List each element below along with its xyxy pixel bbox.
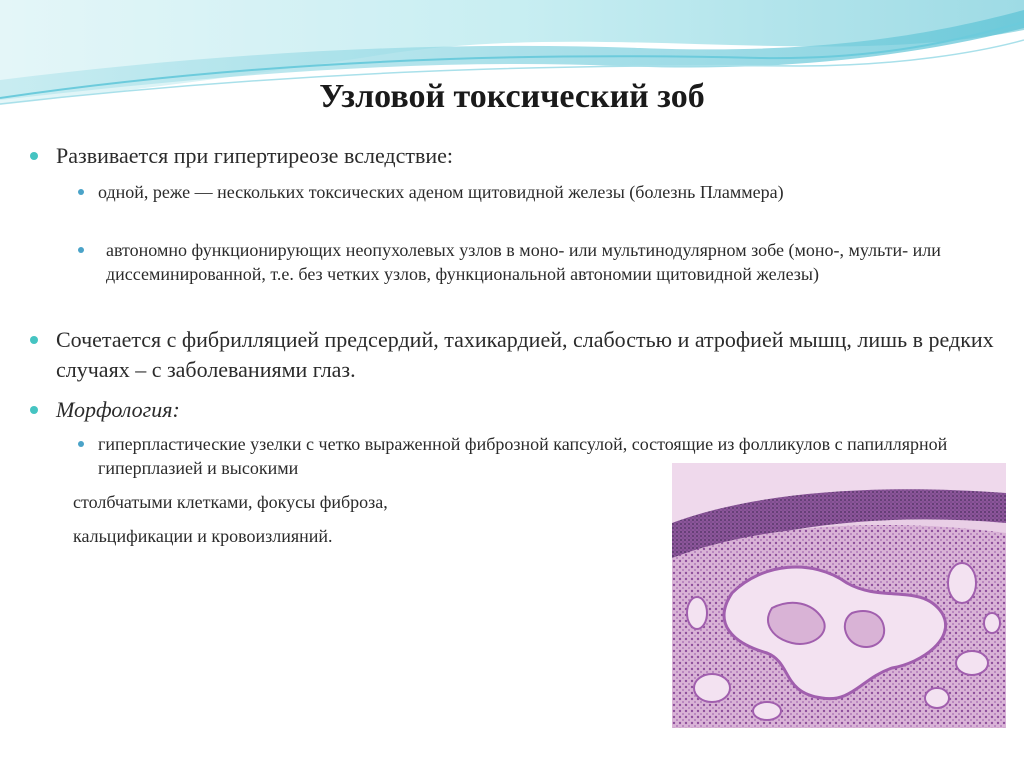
bullet-dot-icon — [30, 406, 38, 414]
bullet-dot-icon — [78, 441, 84, 447]
bullet-dot-icon — [30, 152, 38, 160]
bullet-text: одной, реже — нескольких токсических аденом щитовидной железы (болезнь Пламмера) — [98, 182, 784, 202]
bullet-text: гиперпластические узелки с четко выраженной фиброзной капсулой, состоящие из фолликулов с папиллярной гиперплазией и высокими — [98, 434, 948, 478]
slide-title: Узловой токсический зоб — [319, 78, 705, 115]
bullet-level1-associated-conditions — [30, 325, 1000, 385]
bullet-text: Развивается при гипертиреозе вследствие: — [56, 143, 454, 168]
continuation-line-2: кальцификации и кровоизлияний. — [73, 526, 333, 546]
bullet-level2-adenoma — [78, 180, 928, 204]
bullet-dot-icon — [78, 247, 84, 253]
bullet-text: автономно функционирующих неопухолевых узлов в моно- или мультинодулярном зобе (моно-, мульти- или диссеминированной, т.е. без четких узлов, функциональной автономии щитовидной железы) — [106, 240, 941, 284]
bullet-text: Морфология: — [56, 397, 180, 422]
bullet-level1-development — [30, 141, 990, 171]
bullet-level1-morphology — [30, 395, 530, 425]
histology-micrograph-image — [672, 463, 1006, 728]
bullet-dot-icon — [78, 189, 84, 195]
histology-drawing — [672, 463, 1006, 728]
bullet-dot-icon — [30, 336, 38, 344]
bullet-text: Сочетается с фибрилляцией предсердий, тахикардией, слабостью и атрофией мышц, лишь в редких случаях – с заболеваниями глаз. — [56, 327, 994, 382]
bullet-level2-autonomous-nodes — [78, 238, 1003, 286]
continuation-line-1: столбчатыми клетками, фокусы фиброза, — [73, 492, 388, 512]
